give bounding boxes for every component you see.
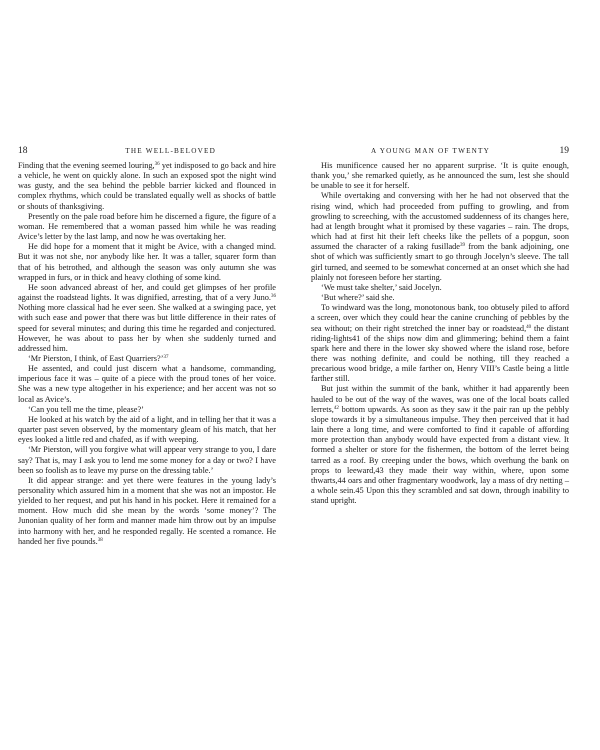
right-running-title: A YOUNG MAN OF TWENTY: [371, 147, 491, 155]
paragraph: Presently on the pale road before him he discerned a figure, the figure of a woman. He remembered that a woman passed him while he was reading Avice’s letter by the last lamp, and now he was overtaking her.: [18, 211, 276, 242]
paragraph: ‘Can you tell me the time, please?’: [28, 404, 144, 414]
footnote-marker: 40: [526, 324, 532, 330]
paragraph: He looked at his watch by the aid of a light, and in telling her that it was a quarter past seven observed, by the momentary gleam of his match, that her eyes looked a little red and chafed, as if with weeping.: [18, 414, 276, 445]
footnote-marker: 38: [97, 537, 103, 543]
right-page-body: [311, 161, 569, 506]
paragraph: To windward was the long, monotonous bank, too obtusely piled to afford a screen, over which they could hear the canine crunching of pebbles by the sea without; on their right stretched the inner bay or roadstead,$^{40}$ the distant riding-lights41 of the ships now dim and glimmering; behind them a faint spark here and there in the lower sky showed where the island rose, before there was nothing definite, and could be nothing, till they reached a precarious wood bridge, a mile farther on, Henry VIII’s Castle being a little farther still.: [311, 303, 569, 384]
footnote-marker: 36: [271, 294, 276, 300]
paragraph: He soon advanced abreast of her, and could get glimpses of her profile against the roadstead lights. It was dignified, arresting, that of a very Juno.$^{36}$ Nothing more classical had he ever seen. She walked at a swinging pace, yet with such ease and power that there was but little difference in their rates of speed for several minutes; and during this time he regarded and conjectured. However, he was about to pass her by when she suddenly turned and addressed him.: [18, 282, 276, 353]
footnote-marker: 42: [333, 405, 339, 411]
paragraph: ‘Mr Pierston, I think, of East Quarriers?’$^{37}$: [28, 353, 169, 363]
paragraph: Finding that the evening seemed louring,$^{36}$ yet indisposed to go back and hire a vehicle, he went on quickly alone. In such an exposed spot the night wind was gusty, and the sea behind the pebble barrier kicked and flounced in complex rhythms, which could be translated equally well as shocks of battle or shouts of thanksgiving.: [18, 161, 276, 211]
paragraph: He assented, and could just discern what a handsome, commanding, imperious face it was – quite of a piece with the proud tones of her voice. She was a new type altogether in his experience; and her accent was not so local as Avice’s.: [18, 364, 276, 404]
left-running-head: [18, 146, 276, 160]
paragraph: His munificence caused her no apparent surprise. ‘It is quite enough, thank you,’ she remarked quietly, as he announced the sum, lest she should be unable to see it for herself.: [311, 161, 569, 191]
footnote-marker: 36: [154, 162, 160, 167]
paragraph: ‘But where?’ said she.: [321, 293, 395, 303]
footnote-marker: 39: [459, 243, 465, 249]
paragraph: ‘Mr Pierston, will you forgive what will appear very strange to you, I dare say? That is, may I ask you to lend me some money for a day or two? I have been so foolish as to leave my purse on the dressing table.’: [18, 445, 276, 475]
paragraph: He did hope for a moment that it might be Avice, with a changed mind. But it was not she, nor anybody like her. It was a taller, squarer form than that of his betrothed, and although the season was only autumn she was wrapped in furs, or in thick and heavy clothing of some kind.: [18, 242, 276, 282]
left-running-title: THE WELL-BELOVED: [125, 147, 216, 155]
left-page-number: 18: [18, 146, 28, 156]
right-page: [311, 146, 569, 506]
paragraph: While overtaking and conversing with her he had not observed that the rising wind, which had proceeded from puffing to growling, and from growling to screeching, with the accustomed suddenness of its changes here, had at length brought what it promised by these vagaries – rain. The drops, which had at first hit their left cheeks like the pellets of a popgun, soon assumed the character of a raking fusillade$^{39}$ from the bank adjoining, one shot of which was sufficiently smart to go through Jocelyn’s sleeve. The tall girl turned, and seemed to be somewhat concerned at an onset which she had plainly not foreseen before her starting.: [311, 191, 569, 282]
paragraph: It did appear strange: and yet there were features in the young lady’s personality which assured him in a moment that she was not an impostor. He yielded to her request, and put his hand in his pocket. Here it remained for a moment. How much did she mean by the words ‘some money’? The Junonian quality of her form and manner made him throw out by an impulse into harmony with her, and he responded regally. He scented a romance. He handed her five pounds.$^{38}$: [18, 475, 276, 546]
left-page: [18, 146, 276, 547]
right-running-head: [311, 146, 569, 160]
left-page-body: [18, 161, 276, 547]
footnote-marker: 37: [163, 354, 169, 360]
paragraph: But just within the summit of the bank, whither it had apparently been hauled to be out of the way of the waves, was one of the local boats called lerrets,$^{42}$ bottom upwards. As soon as they saw it the pair ran up the pebbly slope towards it by a simultaneous impulse. They then perceived that it had lain there a long time, and were comforted to find it capable of affording more protection than anybody would have expected from a distant view. It formed a shelter or store for the fishermen, the bottom of the lerret being tarred as a roof. By creeping under the bows, which overhung the bank on props to leeward,43 they made their way within, where, upon some thwarts,44 oars and other fragmentary woodwork, lay a mass of dry netting – a whole sein.45 Upon this they scrambled and sat down, through inability to stand upright.: [311, 384, 569, 506]
right-page-number: 19: [559, 146, 569, 156]
paragraph: ‘We must take shelter,’ said Jocelyn.: [321, 282, 442, 292]
